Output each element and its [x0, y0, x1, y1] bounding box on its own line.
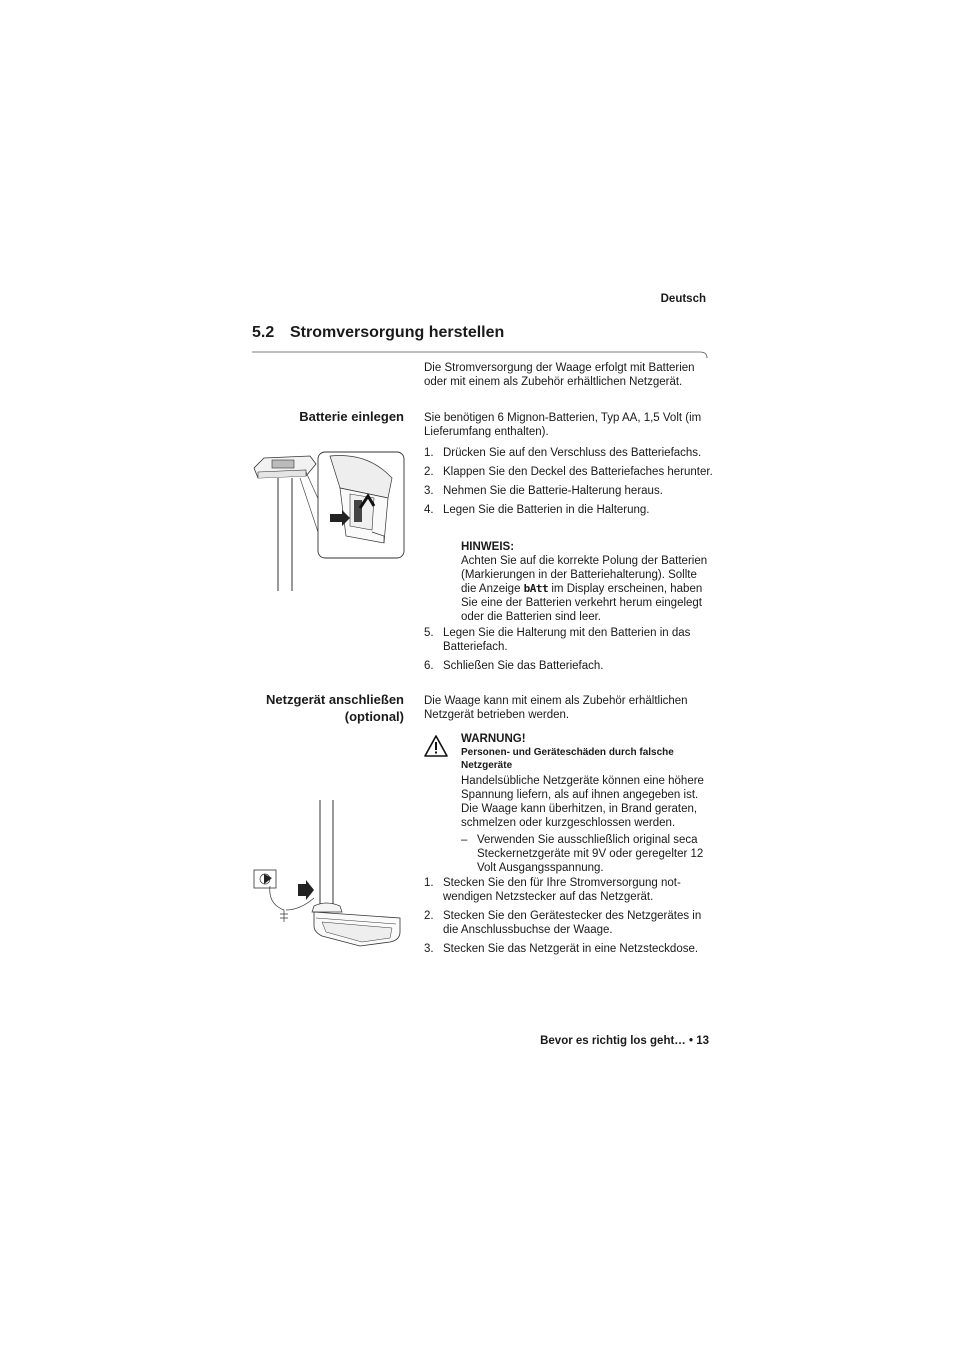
battery-steps: [424, 446, 714, 517]
list-item: 5. Legen Sie die Halterung mit den Batterien in das Batteriefach.: [424, 627, 691, 653]
power-adapter-intro: Die Waage kann mit einem als Zubehör erhältlichen Netzgerät betrieben werden.: [424, 695, 688, 721]
list-item: 1. Drücken Sie auf den Verschluss des Batteriefachs.: [424, 447, 702, 459]
list-item: 6. Schließen Sie das Batteriefach.: [424, 660, 604, 672]
battery-compartment-illustration: [250, 448, 410, 593]
list-item: 1. Stecken Sie den für Ihre Stromversorgung not-wendigen Netzstecker auf das Netzgerät.: [424, 877, 681, 903]
warning-subtitle: Personen- und Geräteschäden durch falsche Netzgeräte: [461, 747, 674, 771]
section-title: [252, 324, 504, 342]
power-adapter-heading: Netzgerät anschließen (optional): [266, 692, 404, 724]
warning-dash-item: – Verwenden Sie ausschließlich original seca Steckernetzgeräte mit 9V oder geregelter 12 Volt Ausgangsspannung.: [461, 834, 704, 874]
power-adapter-steps: [424, 876, 714, 956]
list-item: 4. Legen Sie die Batterien in die Halterung.: [424, 504, 650, 516]
battery-heading: Batterie einlegen: [299, 409, 404, 424]
note-text: Achten Sie auf die korrekte Polung der Batterien (Markierungen in der Batteriehalterung). Sollte die Anzeige bAtt im Display erscheinen, haben Sie eine der Batterien verkehrt herum eingelegt oder die Batterien sind leer.: [461, 555, 708, 623]
display-code: bAtt: [523, 582, 549, 595]
note-label: HINWEIS:: [461, 541, 515, 553]
power-adapter-illustration: [250, 798, 410, 948]
list-item: 3. Stecken Sie das Netzgerät in eine Netzsteckdose.: [424, 943, 699, 955]
list-item: 2. Stecken Sie den Gerätestecker des Netzgerätes in die Anschlussbuchse der Waage.: [424, 910, 702, 936]
list-item: 2. Klappen Sie den Deckel des Batteriefaches herunter.: [424, 466, 713, 478]
section-number: 5.2: [252, 324, 275, 341]
battery-steps-continued: [424, 626, 714, 673]
language-label: Deutsch: [660, 293, 706, 305]
hinweis-note: [461, 540, 711, 624]
intro-text: Die Stromversorgung der Waage erfolgt mit Batterien oder mit einem als Zubehör erhältlichen Netzgerät.: [424, 362, 695, 388]
list-item: 3. Nehmen Sie die Batterie-Halterung heraus.: [424, 485, 663, 497]
section-title-text: Stromversorgung herstellen: [290, 324, 505, 341]
warning-label: WARNUNG!: [461, 733, 526, 745]
section-rule: [252, 346, 712, 358]
warning-triangle-icon: [423, 734, 449, 758]
warning-text: Handelsübliche Netzgeräte können eine höhere Spannung liefern, als auf ihnen angegeben ist. Die Waage kann überhitzen, in Brand geraten, schmelzen oder kurzgeschlossen werden.: [461, 775, 704, 829]
warning-box: [461, 732, 711, 875]
page-footer: Bevor es richtig los geht… • 13: [540, 1035, 709, 1047]
battery-intro: Sie benötigen 6 Mignon-Batterien, Typ AA, 1,5 Volt (im Lieferumfang enthalten).: [424, 412, 702, 438]
